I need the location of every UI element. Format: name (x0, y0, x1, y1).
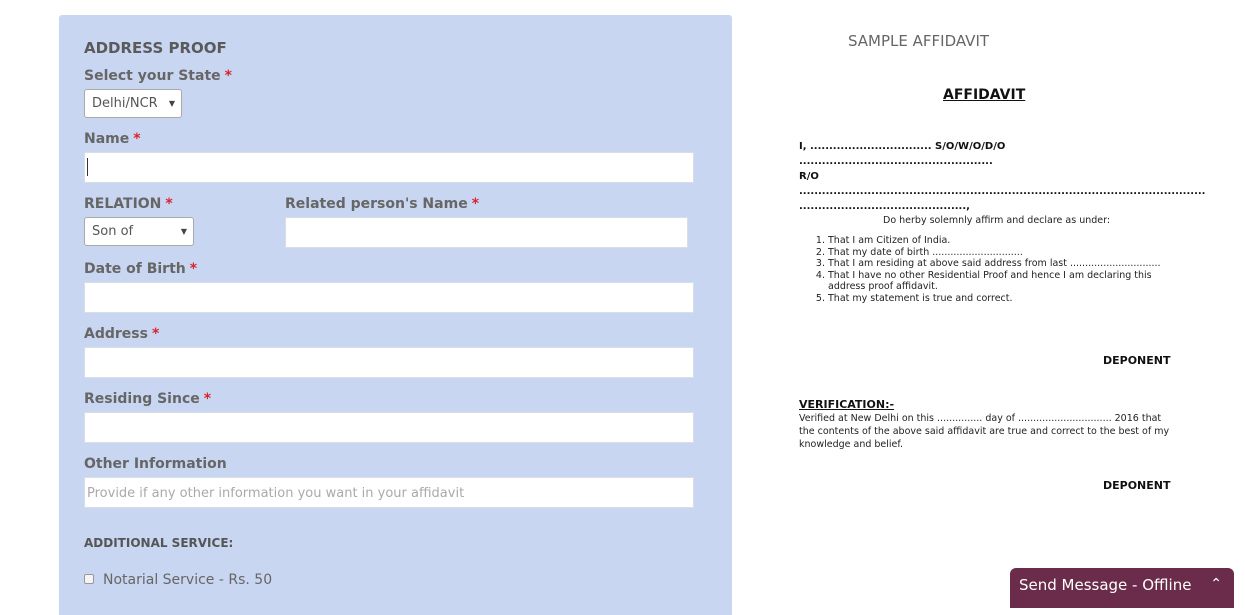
other-info-input[interactable]: Provide if any other information you want in your affidavit (84, 477, 694, 508)
declaration-item: 2. That my date of birth .............................. (828, 247, 1148, 259)
chat-label: Send Message - Offline (1019, 576, 1192, 594)
send-message-chat-button[interactable] (1010, 568, 1234, 608)
sample-affidavit-title: SAMPLE AFFIDAVIT (848, 32, 990, 50)
residing-since-input[interactable] (84, 412, 694, 443)
relation-select[interactable]: Son of ▼ (84, 217, 194, 246)
state-select[interactable]: Delhi/NCR ▼ (84, 89, 182, 118)
dob-input[interactable] (84, 282, 694, 313)
caret-down-icon: ▼ (168, 99, 175, 108)
notarial-checkbox[interactable] (84, 574, 94, 584)
verification-title: VERIFICATION:- (799, 398, 895, 411)
relation-label: RELATION * (84, 196, 173, 212)
deponent-label-2: DEPONENT (1103, 479, 1171, 492)
name-input[interactable] (84, 152, 694, 183)
doc-line-4: ........................................................................................................... (799, 186, 1206, 197)
section-title: ADDRESS PROOF (84, 39, 227, 57)
verification-text: Verified at New Delhi on this ............... day of ............................... 2016 that the contents of the above said affidavit are true and correct to the best of my knowledge and belief. (799, 413, 1170, 450)
chevron-up-icon: ⌃ (1210, 576, 1222, 592)
caret-down-icon: ▼ (180, 227, 187, 236)
doc-intro: Do herby solemnly affirm and declare as under: (883, 215, 1111, 226)
related-name-input[interactable] (285, 217, 688, 248)
declaration-item: 4. That I have no other Residential Proof and hence I am declaring this address proof affidavit. (828, 270, 1178, 293)
address-label: Address * (84, 326, 160, 342)
residing-since-label: Residing Since * (84, 391, 212, 407)
declaration-list (814, 235, 1178, 304)
declaration-item: 5. That my statement is true and correct. (828, 293, 1148, 305)
deponent-label: DEPONENT (1103, 354, 1171, 367)
text-cursor (87, 158, 88, 176)
other-info-label: Other Information (84, 456, 227, 472)
dob-label: Date of Birth * (84, 261, 198, 277)
additional-service-title: ADDITIONAL SERVICE: (84, 536, 234, 550)
doc-line-2: ................................................... (799, 156, 993, 167)
doc-line-3: R/O (799, 171, 819, 182)
address-proof-form (59, 15, 732, 615)
declaration-item: 1. That I am Citizen of India. (828, 235, 1148, 247)
name-label: Name * (84, 131, 141, 147)
doc-line-1: I, ................................ S/O/W/O/D/O (799, 141, 1006, 152)
affidavit-document (770, 60, 1206, 600)
state-label: Select your State * (84, 68, 232, 84)
declaration-item: 3. That I am residing at above said address from last .............................. (828, 258, 1178, 270)
related-name-label: Related person's Name * (285, 196, 480, 212)
affidavit-heading: AFFIDAVIT (943, 87, 1026, 103)
doc-line-5: ............................................, (799, 201, 970, 212)
notarial-label[interactable]: Notarial Service - Rs. 50 (103, 572, 273, 588)
address-input[interactable] (84, 347, 694, 378)
